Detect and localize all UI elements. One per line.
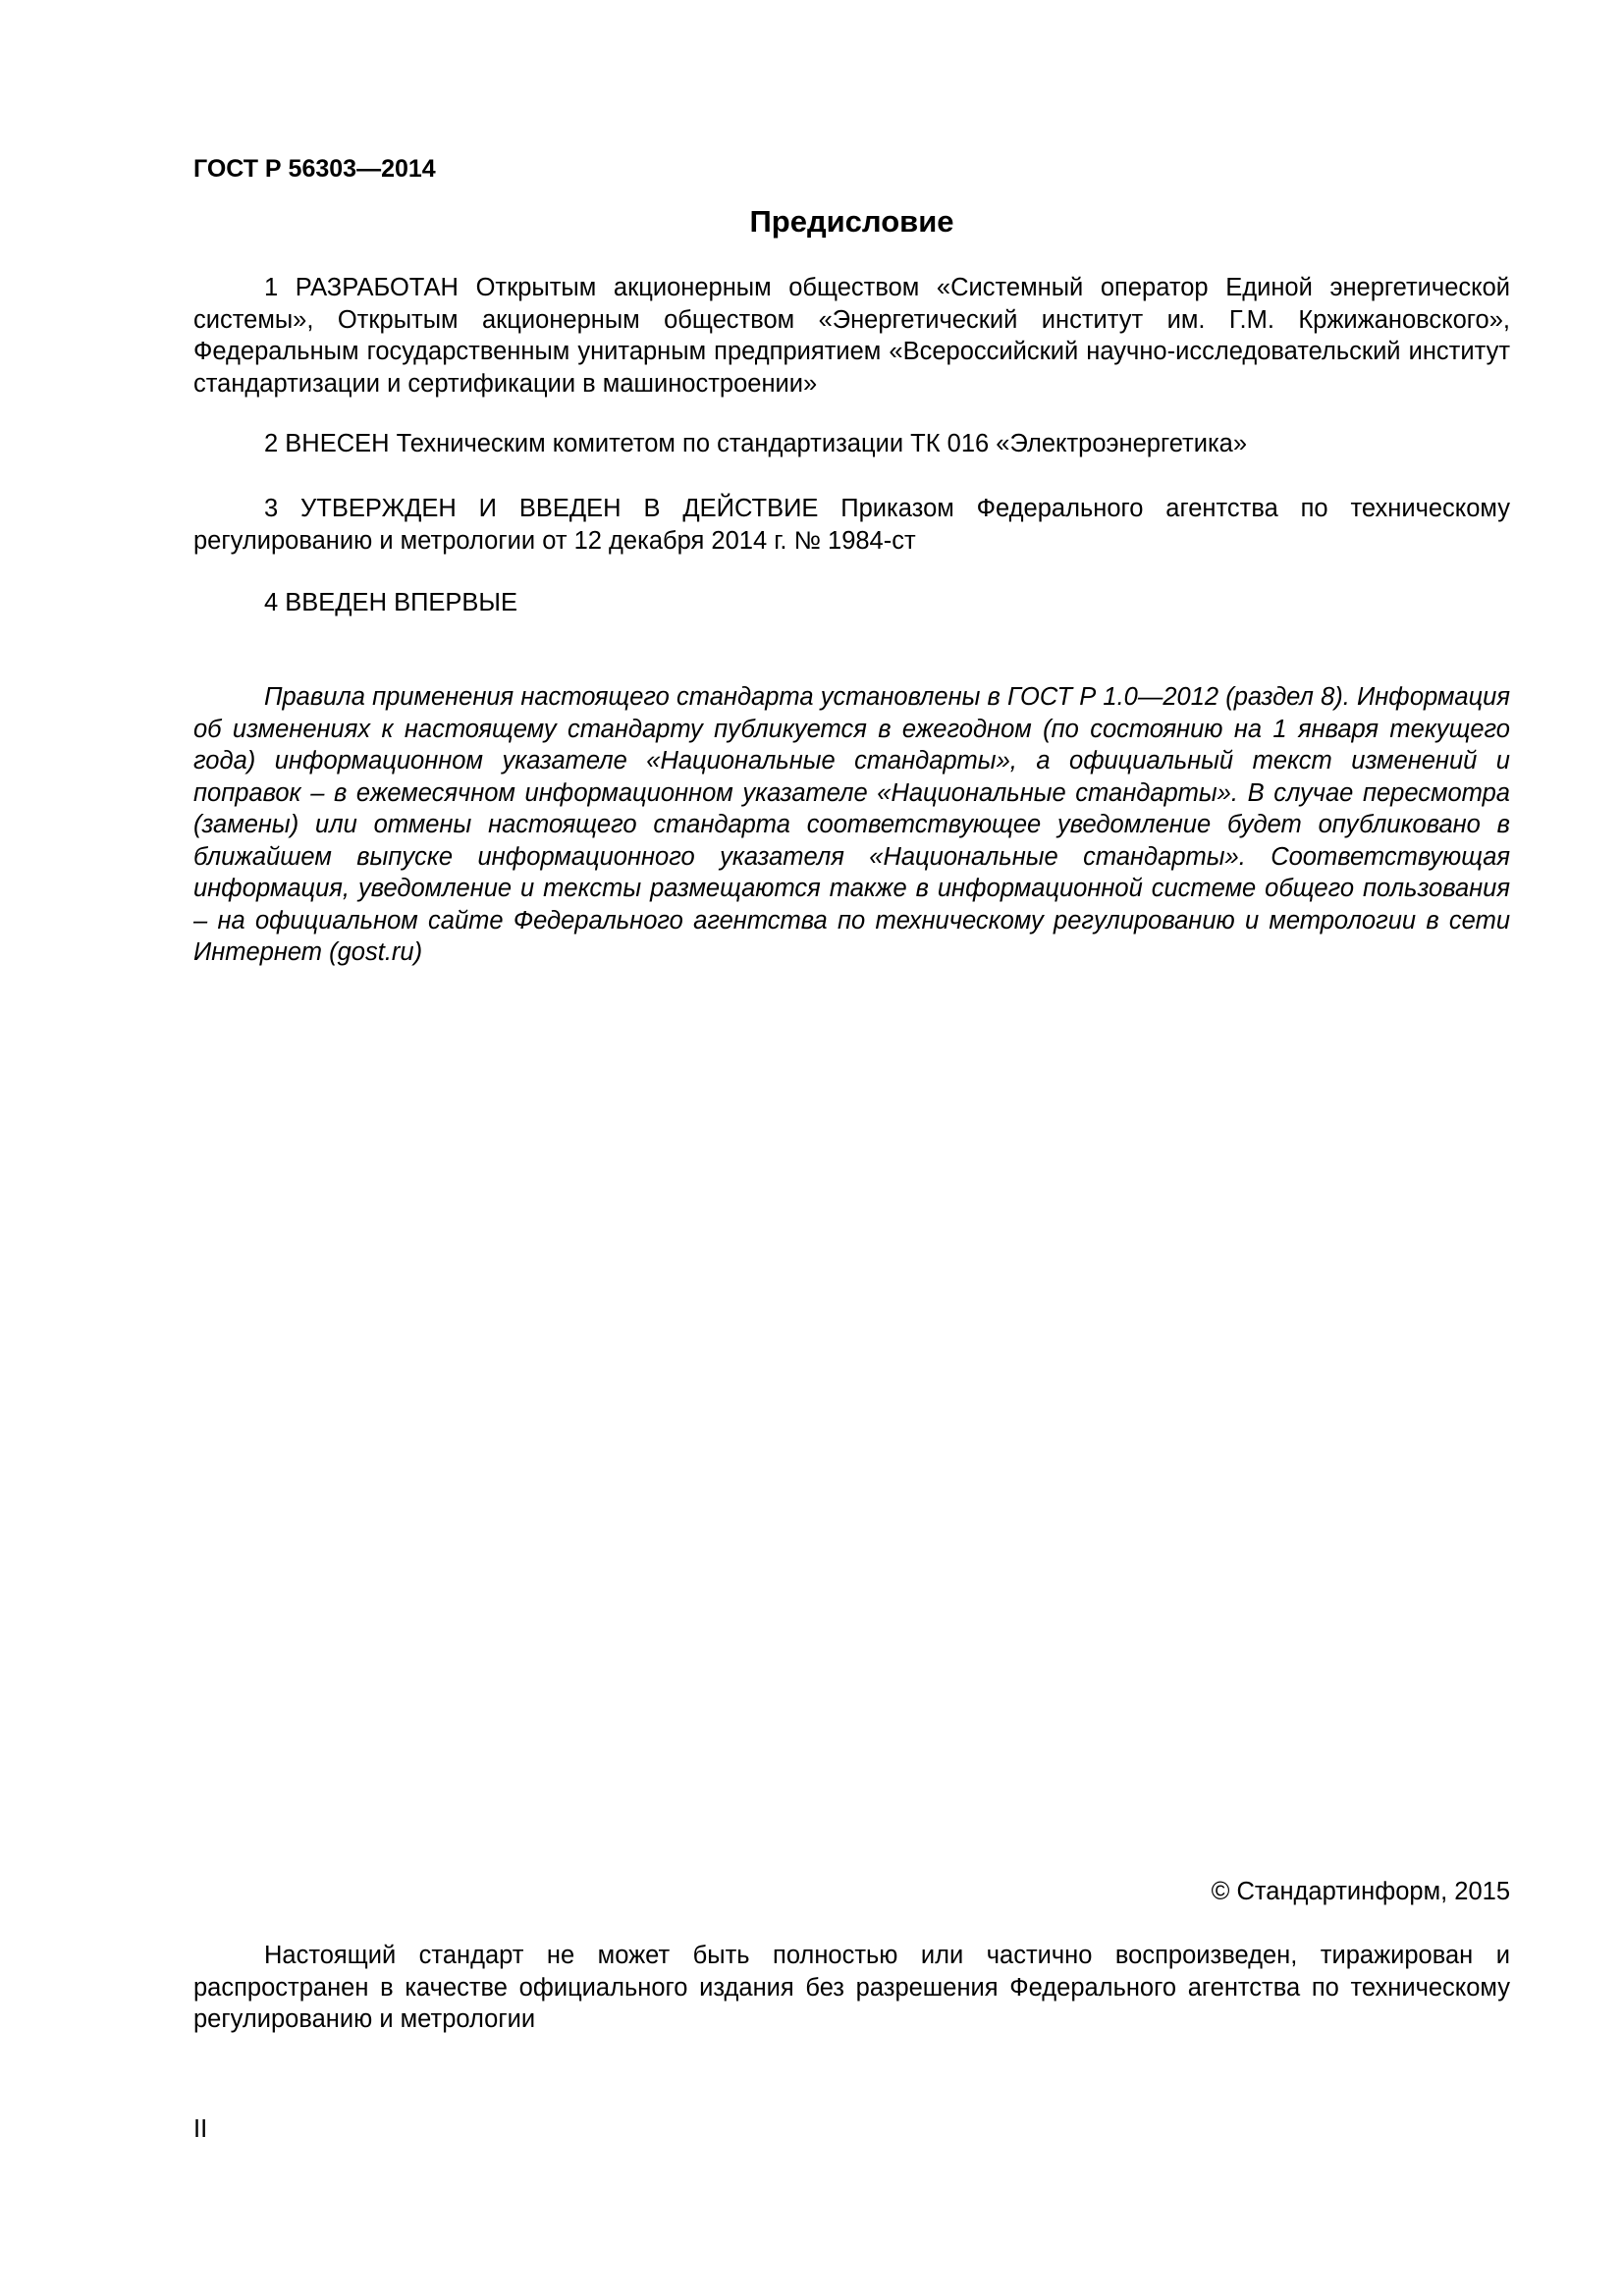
legal-notice: Настоящий стандарт не может быть полностью или частично воспроизведен, тиражирован и распространен в качестве официального издания без разрешения Федерального агентства по техническому регулированию и метрологии [193, 1942, 1510, 2033]
copyright-line: © Стандартинформ, 2015 [1211, 1878, 1510, 1905]
preface-title: Предисловие [749, 204, 954, 239]
application-rules-note: Правила применения настоящего стандарта установлены в ГОСТ Р 1.0—2012 (раздел 8). Информация об изменениях к настоящему стандарту публикуется в ежегодном (по состоянию на 1 января текущего года) информационном указателе «Национальные стандарты», а официальный текст изменений и поправок – в ежемесячном информационном указателе «Национальные стандарты». В случае пересмотра (замены) или отмены настоящего стандарта соответствующее уведомление будет опубликовано в ближайшем выпуске информационного указателя «Национальные стандарты». Соответствующая информация, уведомление и тексты размещаются также в информационной системе общего пользования – на официальном сайте Федерального агентства по техническому регулированию и метрологии в сети Интернет (gost.ru) [193, 683, 1510, 966]
page-number: II [193, 2115, 208, 2143]
document-code: ГОСТ Р 56303—2014 [193, 155, 436, 183]
preface-item-developed: 1 РАЗРАБОТАН Открытым акционерным обществом «Системный оператор Единой энергетической системы», Открытым акционерным обществом «Энергетический институт им. Г.М. Кржижановского», Федеральным государственным унитарным предприятием «Всероссийский научно-исследовательский институт стандартизации и сертификации в машиностроении» [193, 274, 1510, 398]
preface-item-introduced: 4 ВВЕДЕН ВПЕРВЫЕ [264, 589, 518, 616]
preface-item-approved: 3 УТВЕРЖДЕН И ВВЕДЕН В ДЕЙСТВИЕ Приказом Федерального агентства по техническому регулированию и метрологии от 12 декабря 2014 г. № 1984-ст [193, 495, 1510, 555]
preface-item-submitted: 2 ВНЕСЕН Техническим комитетом по стандартизации ТК 016 «Электроэнергетика» [264, 430, 1248, 457]
